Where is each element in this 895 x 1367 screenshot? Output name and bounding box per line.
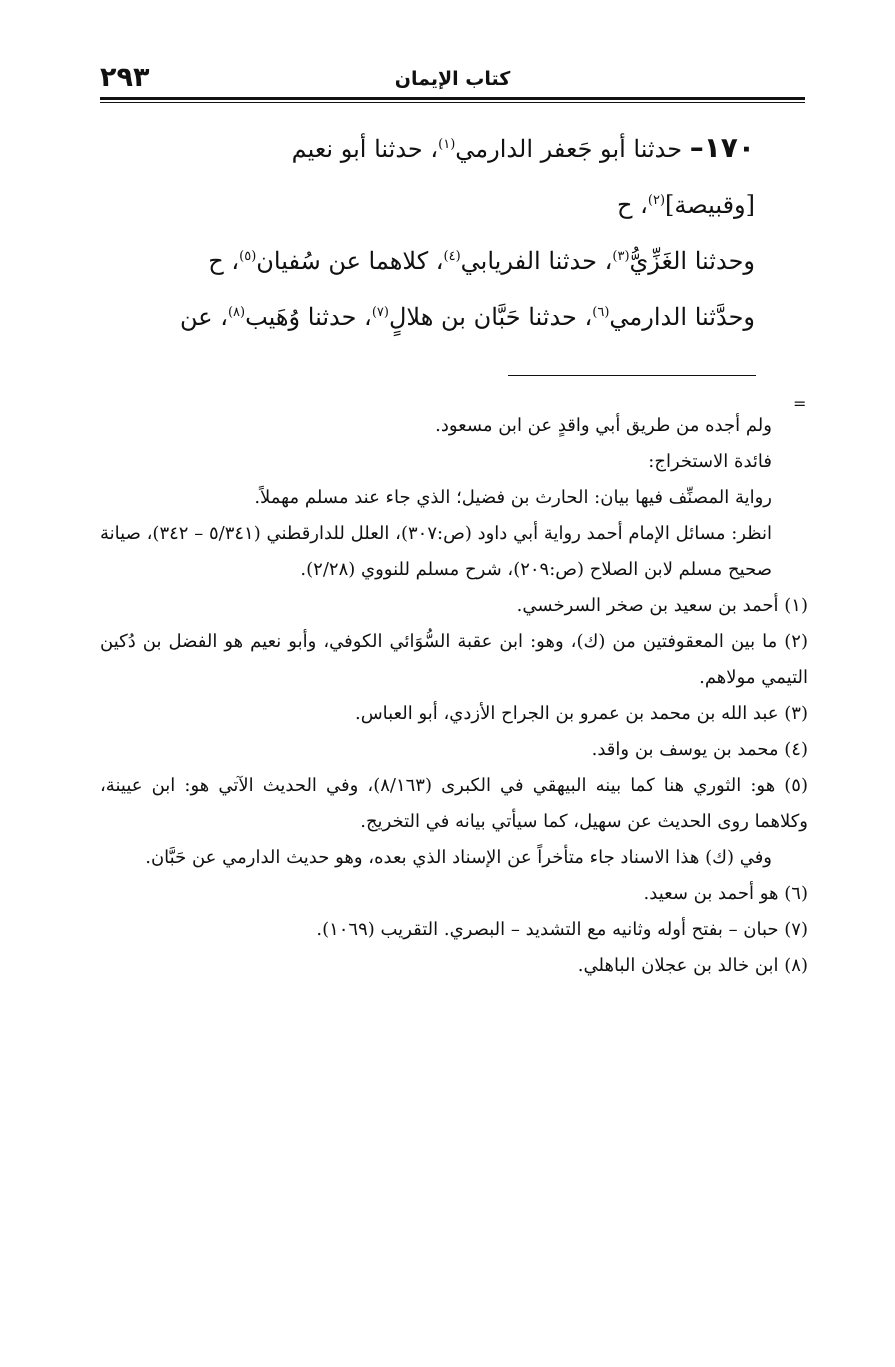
footnote-2: (٢) ما بين المعقوفتين من (ك)، وهو: ابن عقبة السُّوَائي الكوفي، وأبو نعيم هو الفضل بن دُكين التيمي مولاهم. bbox=[100, 631, 808, 688]
footnote-ref: (٥) bbox=[239, 249, 257, 264]
book-title: كتاب الإيمان bbox=[394, 68, 511, 90]
footnote-continuation: انظر: مسائل الإمام أحمد رواية أبي داود (ص:٣٠٧)، العلل للدارقطني (٥/٣٤١ – ٣٤٢)، صيانة صحيح مسلم لابن الصلاح (ص:٢٠٩)، شرح مسلم للنووي (٢/٢٨). bbox=[100, 523, 772, 580]
footnote-ref: (٣) bbox=[612, 249, 630, 264]
footnote-3: (٣) عبد الله بن محمد بن عمرو بن الجراح الأزدي، أبو العباس. bbox=[354, 703, 808, 724]
footnote-4: (٤) محمد بن يوسف بن واقد. bbox=[591, 739, 808, 760]
hadith-text-span: ، ح bbox=[617, 191, 648, 219]
hadith-text-span: حدثنا أبو جَعفر الدارمي bbox=[455, 135, 690, 163]
footnote-ref: (٤) bbox=[443, 249, 461, 264]
hadith-line bbox=[100, 233, 755, 289]
footnote-continuation: رواية المصنِّف فيها بيان: الحارث بن فضيل؛ الذي جاء عند مسلم مهملاً. bbox=[254, 487, 772, 508]
footnote-6: (٦) هو أحمد بن سعيد. bbox=[643, 883, 808, 904]
hadith-text-span: ، كلاهما عن سُفيان bbox=[256, 247, 444, 275]
footnote-8: (٨) ابن خالد بن عجلان الباهلي. bbox=[577, 955, 808, 976]
header-rule-thin bbox=[100, 102, 805, 103]
hadith-text-span: ، حدثنا أبو نعيم bbox=[291, 135, 439, 163]
hadith-text bbox=[100, 120, 755, 345]
footnote-5-continued: وفي (ك) هذا الاسناد جاء متأخراً عن الإسناد الذي بعده، وهو حديث الدارمي عن حَبَّان. bbox=[145, 847, 772, 868]
footnote-ref: (٦) bbox=[592, 305, 610, 320]
hadith-text-span: ، حدثنا حَبَّان بن هلالٍ bbox=[388, 303, 593, 331]
page-header bbox=[100, 62, 805, 96]
continuation-mark: = bbox=[793, 394, 807, 413]
footnote-continuation: ولم أجده من طريق أبي واقدٍ عن ابن مسعود. bbox=[435, 415, 772, 436]
footnote-ref: (٢) bbox=[647, 193, 666, 208]
hadith-text-span: وحدثنا الغَزِّيُّ bbox=[629, 247, 755, 275]
hadith-line bbox=[100, 289, 755, 345]
footnote-7: (٧) حبان – بفتح أوله وثانيه مع التشديد – البصري. التقريب (١٠٦٩). bbox=[316, 919, 808, 940]
footnote-ref: (١) bbox=[438, 137, 456, 152]
page-number: ٢٩٣ bbox=[100, 62, 150, 93]
hadith-text-span: ، ح bbox=[208, 247, 240, 275]
footnote-continuation: فائدة الاستخراج: bbox=[648, 451, 772, 472]
footnote-5: (٥) هو: الثوري هنا كما بينه البيهقي في الكبرى (٨/١٦٣)، وفي الحديث الآتي هو: ابن عيينة، وكلاهما روى الحديث عن سهيل، كما سيأتي بيانه في التخريج. bbox=[100, 775, 808, 832]
hadith-text-span: ، عن bbox=[179, 303, 228, 331]
header-rule-thick bbox=[100, 97, 805, 100]
footnote-ref: (٨) bbox=[227, 305, 246, 320]
hadith-line bbox=[100, 120, 755, 177]
hadith-line bbox=[100, 177, 755, 233]
footnote-separator bbox=[508, 375, 756, 376]
footnote-ref: (٧) bbox=[371, 305, 389, 320]
hadith-text-span: [وقبيصة] bbox=[665, 191, 755, 219]
footnotes bbox=[100, 408, 808, 984]
hadith-text-span: وحدَّثنا الدارمي bbox=[609, 303, 755, 331]
hadith-text-span: ، حدثنا الفريابي bbox=[460, 247, 613, 275]
hadith-number: ١٧٠– bbox=[689, 131, 755, 164]
hadith-text-span: ، حدثنا وُهَيب bbox=[245, 303, 372, 331]
footnote-1: (١) أحمد بن سعيد بن صخر السرخسي. bbox=[516, 595, 808, 616]
